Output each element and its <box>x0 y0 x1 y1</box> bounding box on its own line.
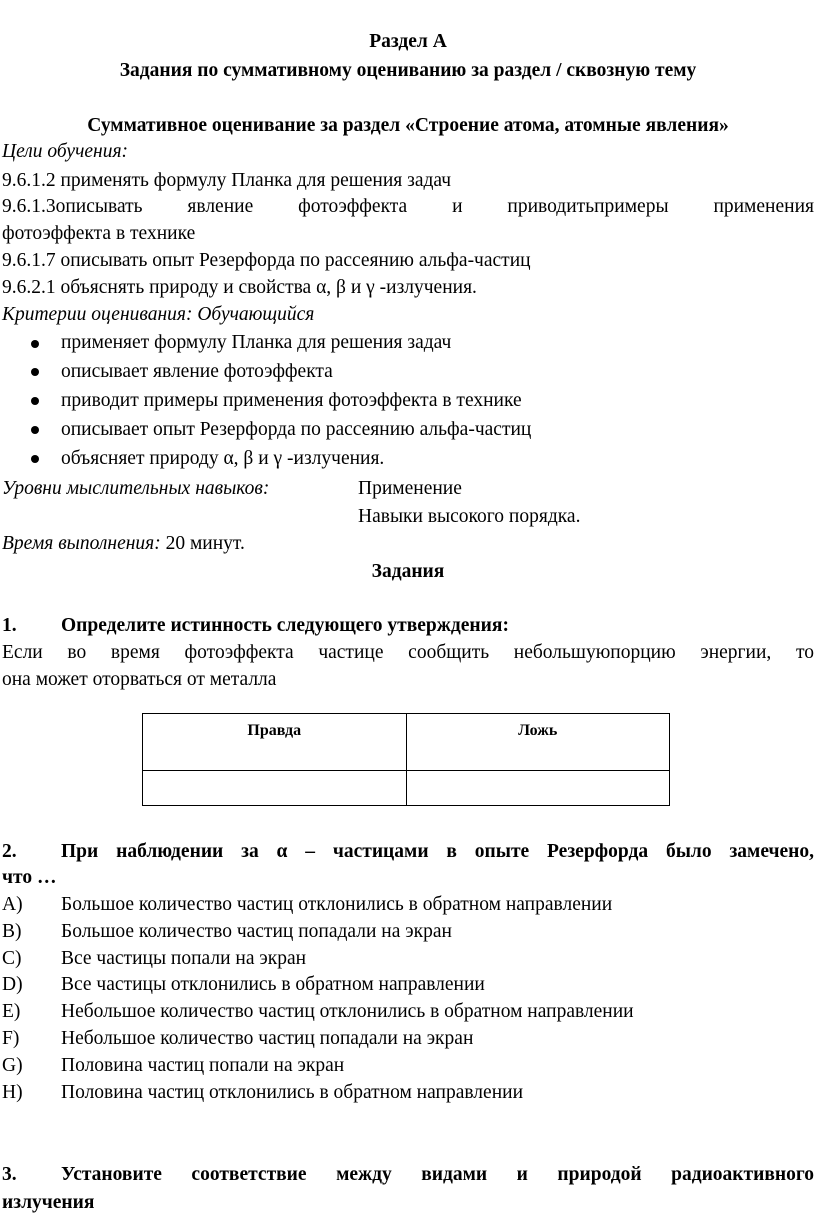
task3-title-continued: излучения <box>2 1192 95 1213</box>
skills-label: Уровни мыслительных навыков: <box>2 478 270 499</box>
section-subtitle: Задания по суммативному оцениванию за раздел / сквозную тему <box>119 60 697 81</box>
option-letter: A) <box>2 894 23 915</box>
criteria-item: описывает опыт Резерфорда по рассеянию альфа-частиц <box>61 419 532 440</box>
task2-number: 2. <box>2 841 17 862</box>
goal-item: 9.6.1.3описывать явление фотоэффекта и приводитьпримеры применения <box>2 196 814 217</box>
goal-item: 9.6.1.7 описывать опыт Резерфорда по рассеянию альфа-частиц <box>2 250 531 271</box>
goal-item: 9.6.2.1 объяснять природу и свойства α, β и γ -излучения. <box>2 277 477 298</box>
task1-number: 1. <box>2 615 17 636</box>
task1-statement: Если во время фотоэффекта частице сообщить небольшуюпорцию энергии, то <box>2 642 814 663</box>
true-false-table <box>142 713 670 806</box>
criteria-item: применяет формулу Планка для решения задач <box>61 332 452 353</box>
skills-value: Навыки высокого порядка. <box>358 506 581 527</box>
task3-title: Установите соответствие между видами и природой радиоактивного <box>61 1164 814 1185</box>
tasks-heading: Задания <box>371 561 445 582</box>
time-row <box>2 532 245 556</box>
true-column-header: Правда <box>143 714 407 771</box>
goal-item: 9.6.1.2 применять формулу Планка для решения задач <box>2 170 452 191</box>
option-text: Небольшое количество частиц отклонились в обратном направлении <box>61 1001 634 1022</box>
time-label: Время выполнения: <box>2 533 161 554</box>
option-text: Большое количество частиц попадали на экран <box>61 921 452 942</box>
criteria-label: Критерии оценивания: Обучающийся <box>2 304 315 325</box>
option-letter: B) <box>2 921 22 942</box>
criteria-item: объясняет природу α, β и γ -излучения. <box>61 448 385 469</box>
option-letter: F) <box>2 1028 20 1049</box>
option-text: Все частицы отклонились в обратном направлении <box>61 974 485 995</box>
false-column-header: Ложь <box>406 714 670 771</box>
option-text: Половина частиц отклонились в обратном направлении <box>61 1082 524 1103</box>
task3-number: 3. <box>2 1164 17 1185</box>
option-letter: H) <box>2 1082 23 1103</box>
option-text: Половина частиц попали на экран <box>61 1055 345 1076</box>
goals-label: Цели обучения: <box>2 141 129 162</box>
option-letter: E) <box>2 1001 21 1022</box>
bullet-icon <box>31 340 39 348</box>
time-value: 20 минут. <box>165 533 245 554</box>
option-letter: D) <box>2 974 23 995</box>
option-letter: C) <box>2 948 22 969</box>
bullet-icon <box>31 397 39 405</box>
task1-title: Определите истинность следующего утверждения: <box>61 615 509 636</box>
false-answer-cell[interactable] <box>406 771 670 806</box>
bullet-icon <box>31 368 39 376</box>
true-answer-cell[interactable] <box>143 771 407 806</box>
bullet-icon <box>31 455 39 463</box>
assessment-title: Суммативное оценивание за раздел «Строение атома, атомные явления» <box>87 115 729 136</box>
option-text: Небольшое количество частиц попадали на экран <box>61 1028 474 1049</box>
goal-item-continued: фотоэффекта в технике <box>2 223 196 244</box>
option-text: Все частицы попали на экран <box>61 948 307 969</box>
task2-title: При наблюдении за α – частицами в опыте Резерфорда было замечено, <box>61 841 814 862</box>
bullet-icon <box>31 426 39 434</box>
task1-statement-continued: она может оторваться от металла <box>2 669 277 690</box>
task2-title-continued: что … <box>2 867 57 888</box>
skills-value: Применение <box>358 478 462 499</box>
option-text: Большое количество частиц отклонились в обратном направлении <box>61 894 613 915</box>
option-letter: G) <box>2 1055 23 1076</box>
criteria-item: приводит примеры применения фотоэффекта в технике <box>61 390 522 411</box>
criteria-item: описывает явление фотоэффекта <box>61 361 333 382</box>
section-title: Раздел А <box>369 31 447 52</box>
